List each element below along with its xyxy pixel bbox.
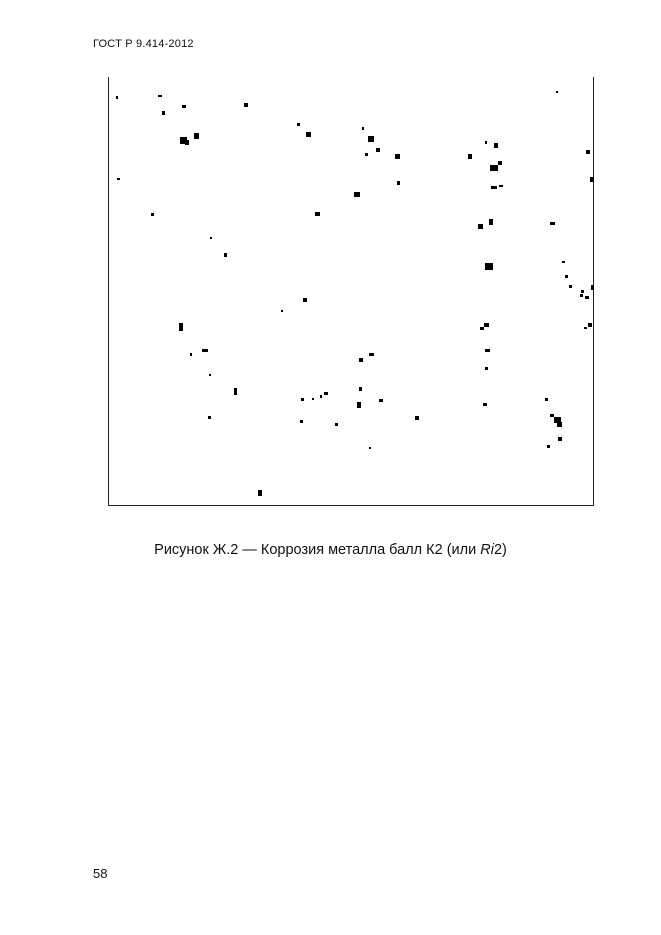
caption-prefix: Рисунок Ж.2 — Коррозия металла балл К2 (или: [154, 542, 481, 558]
corrosion-spots: [109, 77, 595, 506]
page-number: 58: [93, 866, 108, 881]
caption-italic-term: Ri: [480, 542, 494, 558]
corrosion-figure: [108, 77, 594, 506]
figure-caption: [0, 542, 661, 558]
caption-suffix: 2): [493, 542, 507, 558]
document-header: ГОСТ Р 9.414-2012: [93, 38, 194, 50]
